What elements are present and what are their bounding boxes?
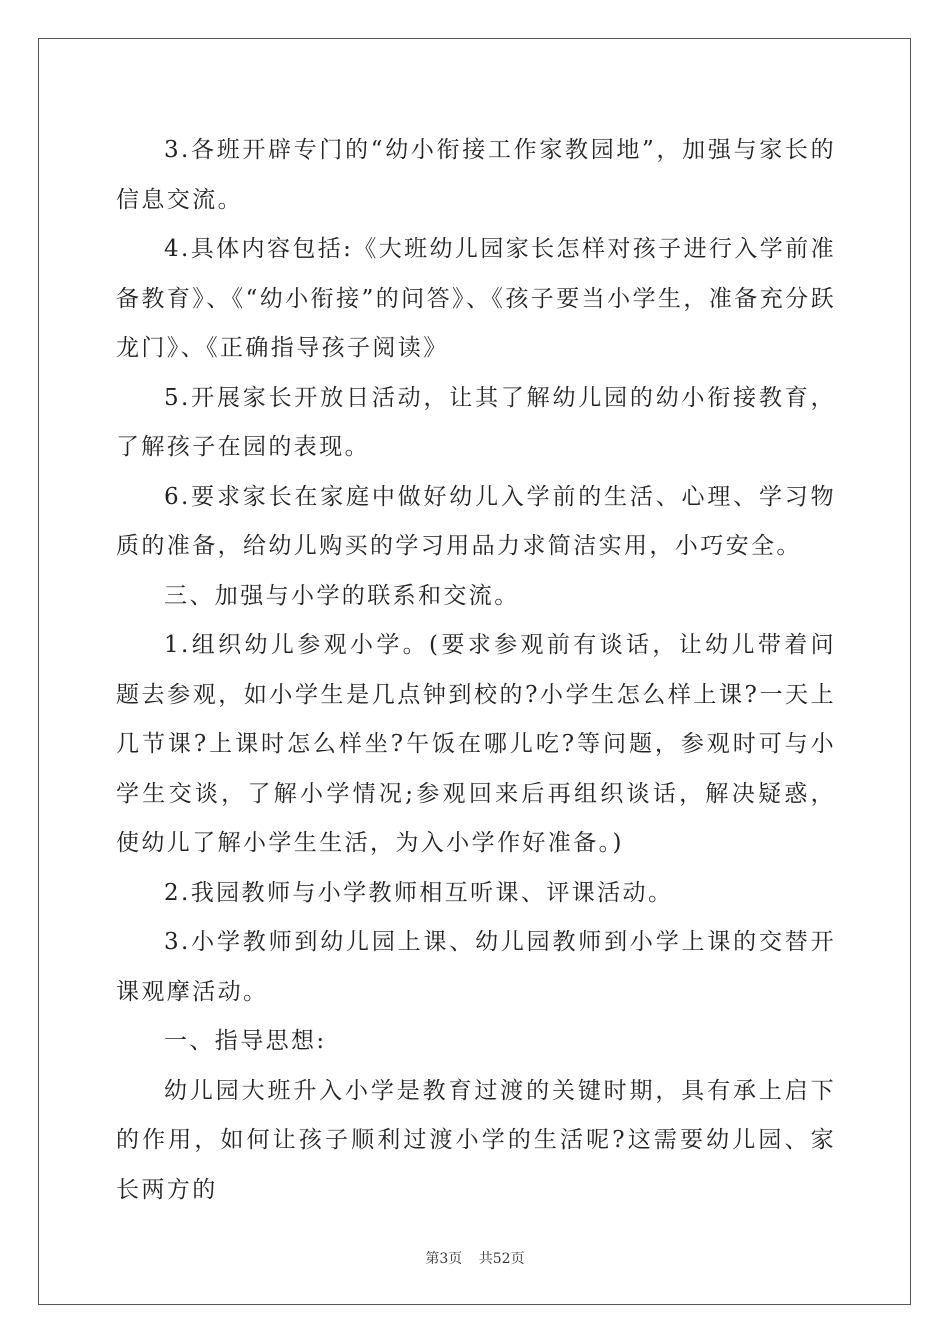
page-number: 第3页 [425, 1251, 463, 1267]
paragraph: 6.要求家长在家庭中做好幼儿入学前的生活、心理、学习物质的准备，给幼儿购买的学习用品力求简洁实用，小巧安全。 [116, 483, 836, 559]
page-footer [0, 1248, 950, 1268]
paragraph: 3.各班开辟专门的“幼小衔接工作家教园地”，加强与家长的信息交流。 [116, 137, 836, 213]
paragraph: 1.组织幼儿参观小学。(要求参观前有谈话，让幼儿带着问题去参观，如小学生是几点钟到校的?小学生怎么样上课?一天上几节课?上课时怎么样坐?午饭在哪儿吃?等问题，参观时可与小学生交谈，了解小学情况;参观回来后再组织谈话，解决疑惑，使幼儿了解小学生生活，为入小学作好准备。) [116, 632, 836, 856]
section-heading: 三、加强与小学的联系和交流。 [164, 582, 520, 609]
paragraph: 幼儿园大班升入小学是教育过渡的关键时期，具有承上启下的作用，如何让孩子顺利过渡小学的生活呢?这需要幼儿园、家长两方的 [116, 1077, 836, 1203]
paragraph: 3.小学教师到幼儿园上课、幼儿园教师到小学上课的交替开课观摩活动。 [116, 929, 836, 1005]
paragraph: 4.具体内容包括:《大班幼儿园家长怎样对孩子进行入学前准备教育》、《“幼小衔接”的问答》、《孩子要当小学生，准备充分跃龙门》、《正确指导孩子阅读》 [116, 236, 836, 361]
page-total: 共52页 [478, 1251, 525, 1267]
paragraph: 5.开展家长开放日活动，让其了解幼儿园的幼小衔接教育，了解孩子在园的表现。 [116, 384, 836, 460]
document-body [116, 126, 836, 1215]
section-heading: 一、指导思想: [164, 1028, 327, 1054]
paragraph: 2.我园教师与小学教师相互听课、评课活动。 [164, 879, 674, 906]
